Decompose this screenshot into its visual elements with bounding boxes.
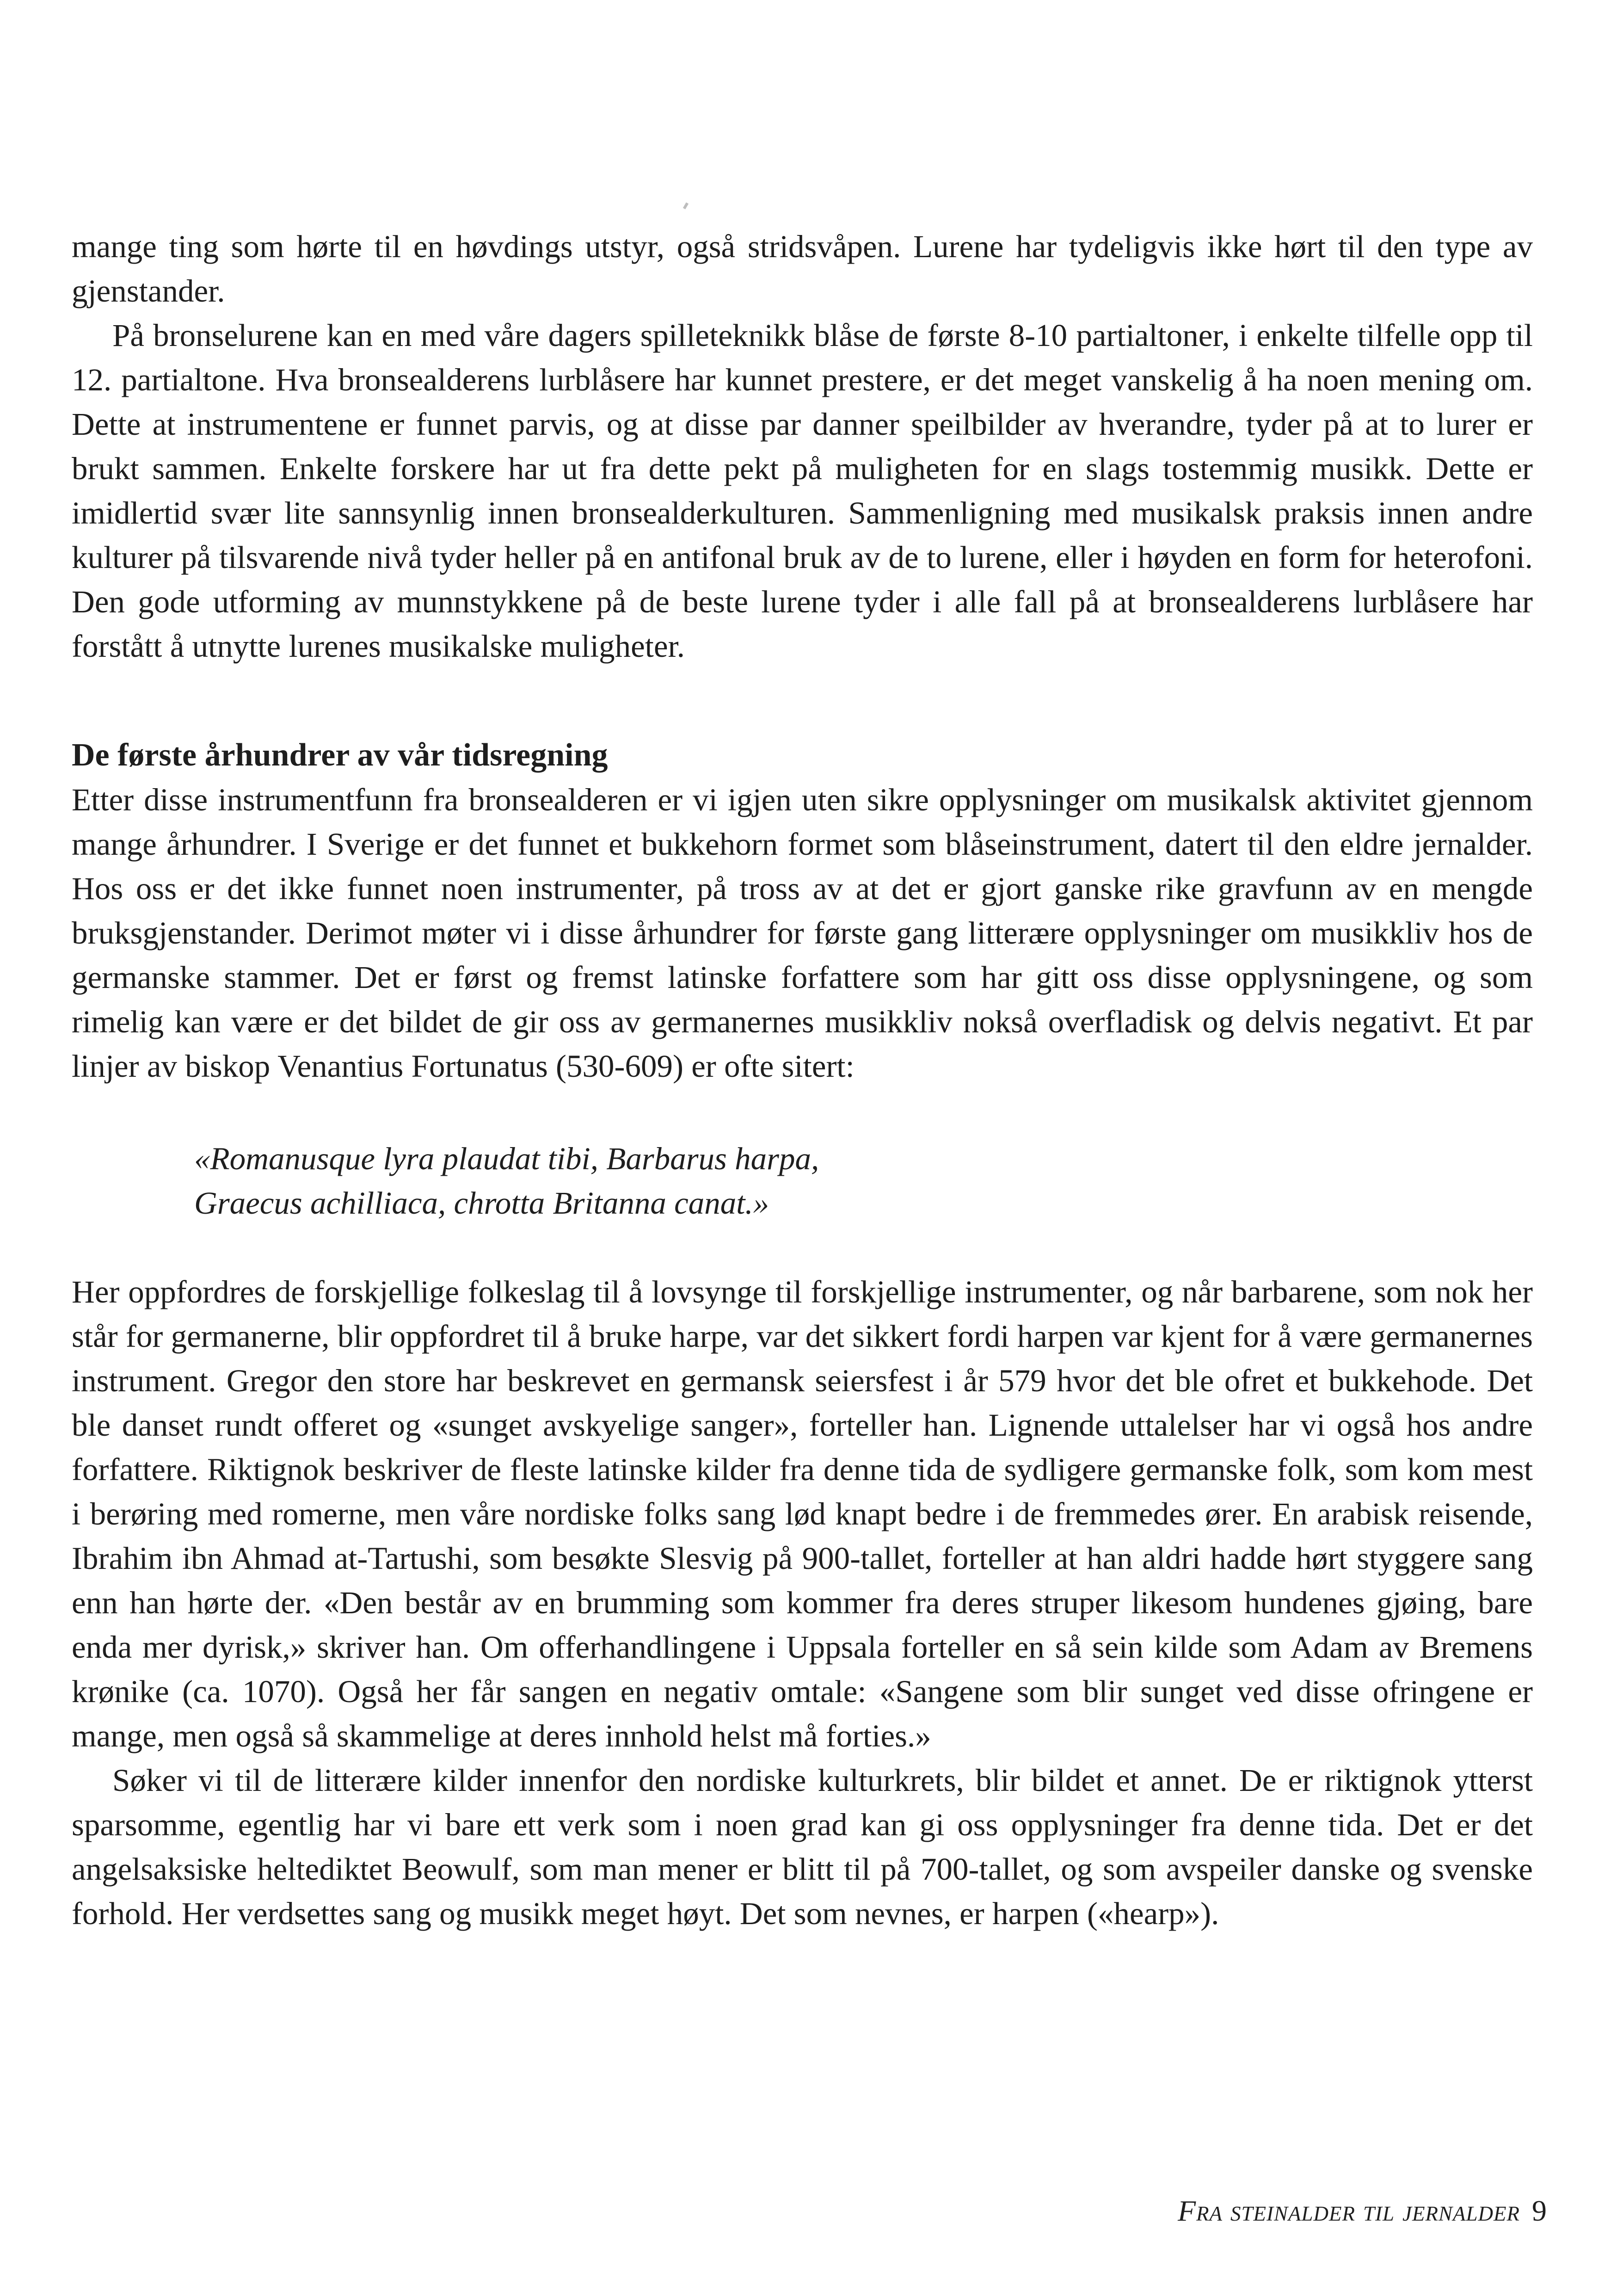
paragraph-latin-sources: Etter disse instrumentfunn fra bronsealderen er vi igjen uten sikre opplysninger om musikalsk aktivitet gjennom mange århundrer. I Sverige er det funnet et bukkehorn formet som blåseinstrument, datert til den eldre jernalder. Hos oss er det ikke funnet noen instrumenter, på tross av at det er gjort ganske rike gravfunn av en mengde bruksgjenstander. Derimot møter vi i disse århundrer for første gang litterære opplysninger om musikkliv hos de germanske stammer. Det er først og fremst latinske forfattere som har gitt oss disse opplysningene, og som rimelig kan være er det bildet de gir oss av germanernes musikkliv nokså overfladisk og delvis negativt. Et par linjer av biskop Venantius Fortunatus (530-609) er ofte sitert: bbox=[72, 782, 1533, 1084]
section-heading: De første århundrer av vår tidsregning bbox=[72, 737, 608, 773]
page-number: 9 bbox=[1532, 2194, 1547, 2227]
paragraph-continuation: mange ting som hørte til en høvdings utstyr, også stridsvåpen. Lurene har tydeligvis ikke hørt til den type av gjenstander. bbox=[72, 229, 1533, 309]
paragraph-germanic-song: Her oppfordres de forskjellige folkeslag til å lovsynge til forskjellige instrumenter, og når barbarene, som nok her står for germanerne, blir oppfordret til å bruke harpe, var det sikkert fordi harpen var kjent for å være germanernes instrument. Gregor den store har beskrevet en germansk seiersfest i år 579 hvor det ble ofret et bukkehode. Det ble danset rundt offeret og «sunget avskyelige sanger», forteller han. Lignende uttalelser har vi også hos andre forfattere. Riktignok beskriver de fleste latinske kilder fra denne tida de sydligere germanske folk, som kom mest i berøring med romerne, men våre nordiske folks sang lød knapt bedre i de fremmedes ører. En arabisk reisende, Ibrahim ibn Ahmad at-Tartushi, som besøkte Slesvig på 900-tallet, forteller at han aldri hadde hørt styggere sang enn han hørte der. «Den består av en brumming som kommer fra deres struper likesom hundenes gjøing, bare enda mer dyrisk,» skriver han. Om offerhandlingene i Uppsala forteller en så sein kilde som Adam av Bremens krønike (ca. 1070). Også her får sangen en negativ omtale: «Sangene som blir sunget ved disse ofringene er mange, men også så skammelige at deres innhold helst må forties.» bbox=[72, 1274, 1533, 1753]
quote-line-1: «Romanusque lyra plaudat tibi, Barbarus harpa, bbox=[194, 1141, 819, 1176]
scan-speck bbox=[683, 202, 689, 209]
running-footer bbox=[1178, 2192, 1547, 2229]
paragraph-bronze-lurs: På bronselurene kan en med våre dagers spilleteknikk blåse de første 8-10 partialtoner, i enkelte tilfelle opp til 12. partialtone. Hva bronsealderens lurblåsere har kunnet prestere, er det meget vanskelig å ha noen mening om. Dette at instrumentene er funnet parvis, og at disse par danner speilbilder av hverandre, tyder på at to lurer er brukt sammen. Enkelte forskere har ut fra dette pekt på muligheten for en slags tostemmig musikk. Dette er imidlertid svær lite sannsynlig innen bronsealderkulturen. Sammenligning med musikalsk praksis innen andre kulturer på tilsvarende nivå tyder heller på en antifonal bruk av de to lurene, eller i høyden en form for heterofoni. Den gode utforming av munnstykkene på de beste lurene tyder i alle fall på at bronsealderens lurblåsere har forstått å utnytte lurenes musikalske muligheter. bbox=[72, 318, 1533, 664]
latin-quote bbox=[194, 1136, 1533, 1225]
body-text bbox=[72, 224, 1533, 1936]
paragraph-nordic-sources: Søker vi til de litterære kilder innenfor den nordiske kulturkrets, blir bildet et annet. De er riktignok ytterst sparsomme, egentlig har vi bare ett verk som i noen grad kan gi oss opplysninger fra denne tida. Det er det angelsaksiske heltediktet Beowulf, som man mener er blitt til på 700-tallet, og som avspeiler danske og svenske forhold. Her verdsettes sang og musikk meget høyt. Det som nevnes, er harpen («hearp»). bbox=[72, 1763, 1533, 1931]
footer-running-title: Fra steinalder til jernalder bbox=[1177, 2194, 1520, 2227]
quote-line-2: Graecus achilliaca, chrotta Britanna canat.» bbox=[194, 1185, 769, 1221]
